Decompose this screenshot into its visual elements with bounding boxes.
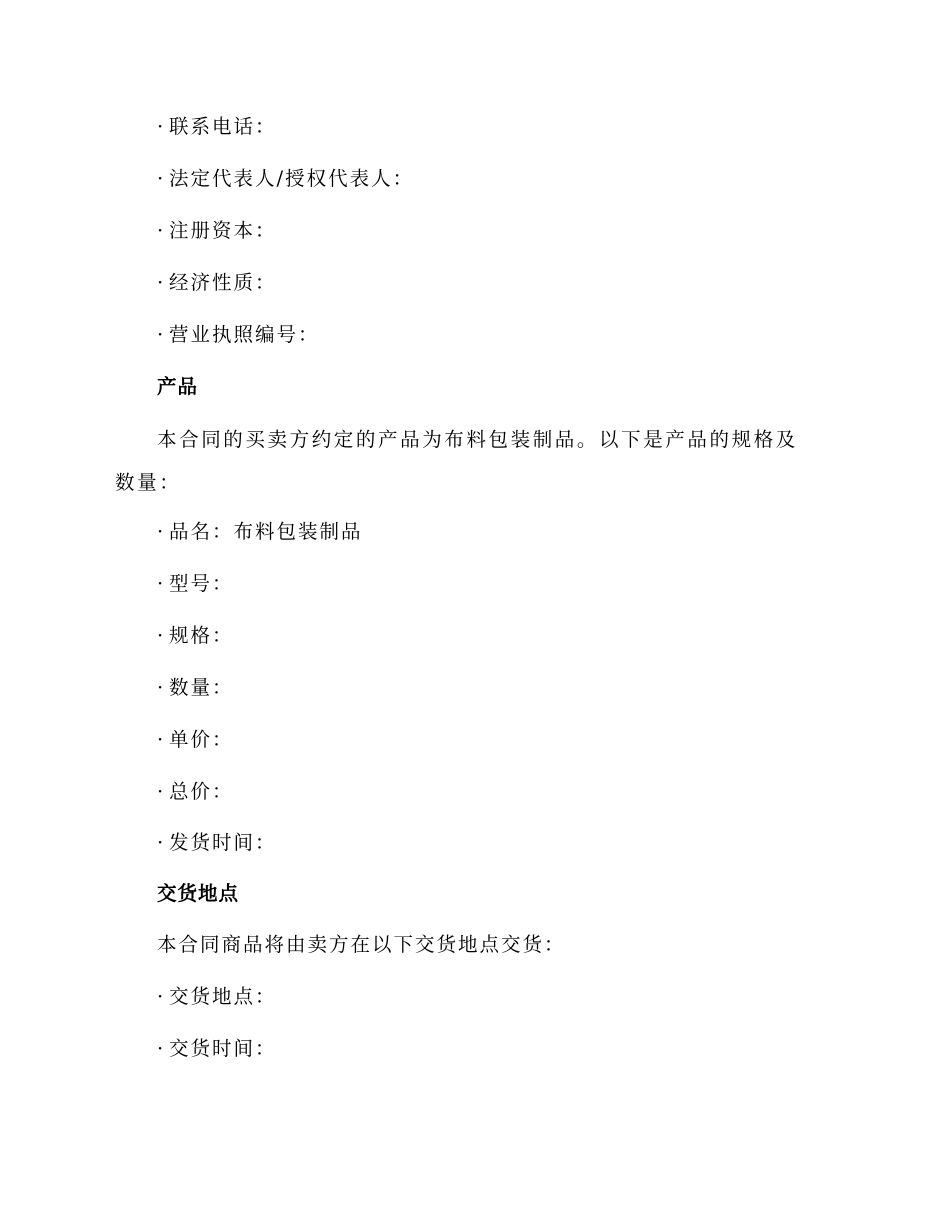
list-item-text: 单价： bbox=[169, 728, 234, 751]
list-item-unit-price bbox=[157, 728, 234, 752]
list-item-legal-representative bbox=[157, 167, 414, 191]
list-item-text: 数量： bbox=[169, 676, 234, 699]
list-item-model bbox=[157, 572, 234, 596]
list-item-text: 经济性质： bbox=[169, 271, 277, 294]
bullet: · bbox=[157, 676, 166, 699]
section-heading-product: 产品 bbox=[157, 375, 199, 398]
list-item-registered-capital bbox=[157, 219, 277, 243]
list-item-specification bbox=[157, 624, 234, 648]
list-item-text: 规格： bbox=[169, 624, 234, 647]
bullet: · bbox=[157, 271, 166, 294]
section-heading-delivery: 交货地点 bbox=[157, 882, 240, 905]
bullet: · bbox=[157, 1037, 166, 1060]
list-item-text: 品名：布料包装制品 bbox=[169, 520, 363, 543]
bullet: · bbox=[157, 167, 166, 190]
list-item-delivery-time bbox=[157, 1037, 277, 1061]
bullet: · bbox=[157, 323, 166, 346]
list-item-text: 注册资本： bbox=[169, 219, 277, 242]
list-item-text: 总价： bbox=[169, 780, 234, 803]
list-item-text: 法定代表人/授权代表人： bbox=[169, 167, 415, 190]
list-item-economic-nature bbox=[157, 271, 277, 295]
list-item-product-name bbox=[157, 520, 363, 544]
list-item-quantity bbox=[157, 676, 234, 700]
bullet: · bbox=[157, 728, 166, 751]
bullet: · bbox=[157, 219, 166, 242]
list-item-text: 型号： bbox=[169, 572, 234, 595]
list-item-delivery-place bbox=[157, 985, 277, 1009]
bullet: · bbox=[157, 115, 166, 138]
paragraph-product-intro: 本合同的买卖方约定的产品为布料包装制品。以下是产品的规格及数量： bbox=[115, 428, 798, 494]
bullet: · bbox=[157, 831, 166, 854]
bullet: · bbox=[157, 572, 166, 595]
list-item-contact-phone bbox=[157, 115, 277, 139]
list-item-text: 营业执照编号： bbox=[169, 323, 320, 346]
list-item-text: 发货时间： bbox=[169, 831, 277, 854]
list-item-business-license bbox=[157, 323, 320, 347]
bullet: · bbox=[157, 780, 166, 803]
bullet: · bbox=[157, 985, 166, 1008]
list-item-shipping-time bbox=[157, 831, 277, 855]
list-item-total-price bbox=[157, 780, 234, 804]
paragraph-delivery-intro: 本合同商品将由卖方在以下交货地点交货： bbox=[157, 933, 566, 956]
bullet: · bbox=[157, 624, 166, 647]
list-item-text: 交货时间： bbox=[169, 1037, 277, 1060]
list-item-text: 联系电话： bbox=[169, 115, 277, 138]
list-item-text: 交货地点： bbox=[169, 985, 277, 1008]
bullet: · bbox=[157, 520, 166, 543]
